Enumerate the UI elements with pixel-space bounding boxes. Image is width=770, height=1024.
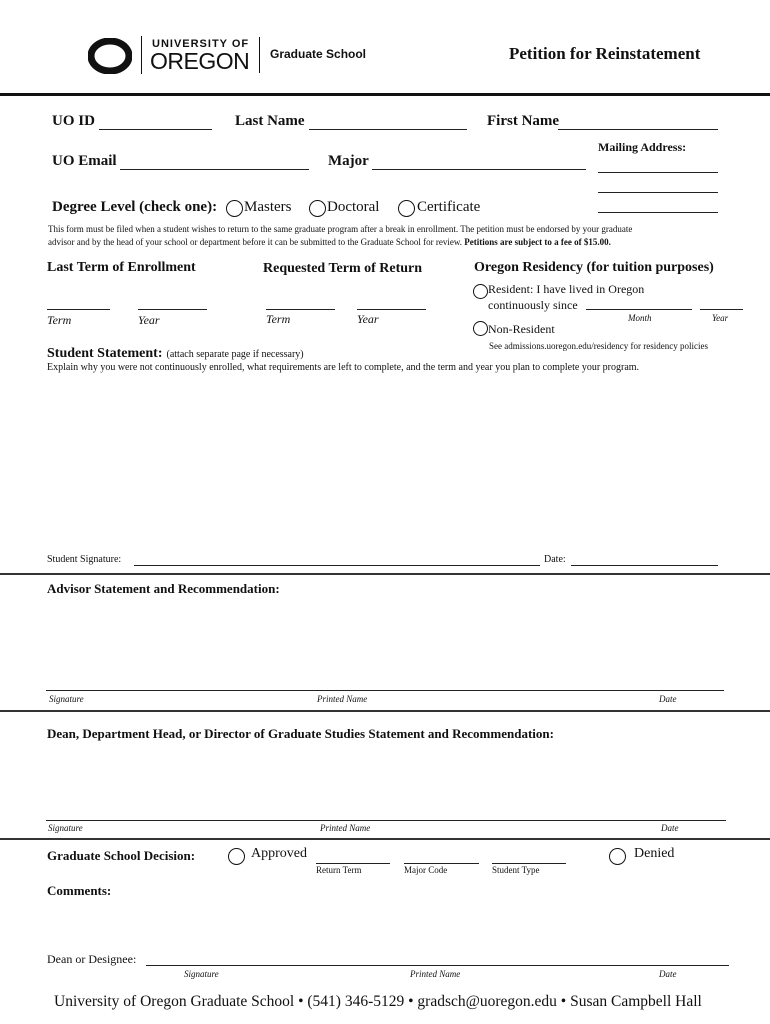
advisor-heading: Advisor Statement and Recommendation: <box>47 581 280 596</box>
last-term-field[interactable] <box>47 309 110 310</box>
student-statement-heading-row <box>47 344 304 362</box>
option-doctoral: Doctoral <box>327 199 380 215</box>
resident-month-field[interactable] <box>586 309 692 310</box>
major-field[interactable] <box>372 169 586 170</box>
instructions-line-2 <box>48 237 611 247</box>
section-divider-2 <box>0 710 770 712</box>
dean-signature-label: Signature <box>48 823 83 833</box>
uo-id-field[interactable] <box>99 129 212 130</box>
denied-label: Denied <box>634 846 675 861</box>
radio-approved[interactable] <box>228 848 245 865</box>
option-certificate: Certificate <box>417 199 481 215</box>
resident-year-field[interactable] <box>700 309 743 310</box>
designee-signature-label: Signature <box>184 969 219 979</box>
residency-heading: Oregon Residency (for tuition purposes) <box>474 260 714 275</box>
advisor-signature-label: Signature <box>49 694 84 704</box>
student-date-field[interactable] <box>571 565 718 566</box>
resident-year-label: Year <box>712 313 729 323</box>
approved-label: Approved <box>251 846 307 861</box>
instructions-line-1: This form must be filed when a student wishes to return to the same graduate program after a break in enrollment. The petition must be endorsed by your graduate <box>48 224 633 234</box>
advisor-date-label: Date <box>659 694 677 704</box>
student-statement-note: (attach separate page if necessary) <box>166 349 304 360</box>
radio-resident[interactable] <box>473 284 488 299</box>
radio-doctoral[interactable] <box>309 200 326 217</box>
mailing-address-line-2[interactable] <box>598 192 718 193</box>
uo-id-label: UO ID <box>52 113 95 129</box>
student-statement-heading: Student Statement: <box>47 346 163 361</box>
advisor-signature-line[interactable] <box>46 690 724 691</box>
major-code-label: Major Code <box>404 865 448 875</box>
degree-level-label: Degree Level (check one): <box>52 199 218 215</box>
return-term-field[interactable] <box>316 863 390 864</box>
dean-printed-name-label: Printed Name <box>320 823 371 833</box>
requested-year-label: Year <box>357 312 379 326</box>
uo-o-icon <box>88 38 132 74</box>
comments-label: Comments: <box>47 883 112 898</box>
comments-area[interactable] <box>47 902 727 947</box>
resident-month-label: Month <box>628 313 652 323</box>
requested-term-field[interactable] <box>266 309 335 310</box>
uo-email-field[interactable] <box>120 169 309 170</box>
designee-date-label: Date <box>659 969 677 979</box>
first-name-label: First Name <box>487 113 560 129</box>
fee-notice: Petitions are subject to a fee of $15.00. <box>464 237 611 247</box>
residency-policy-note: See admissions.uoregon.edu/residency for residency policies <box>489 341 708 351</box>
designee-printed-name-label: Printed Name <box>410 969 461 979</box>
footer-contact: University of Oregon Graduate School • (541) 346-5129 • gradsch@uoregon.edu • Susan Campbell Hall <box>54 993 702 1010</box>
mailing-address-line-1[interactable] <box>598 172 718 173</box>
section-divider-1 <box>0 573 770 575</box>
last-name-label: Last Name <box>235 113 305 129</box>
advisor-printed-name-label: Printed Name <box>317 694 368 704</box>
student-signature-field[interactable] <box>134 565 540 566</box>
student-statement-instructions: Explain why you were not continuously enrolled, what requirements are left to complete, and the term and year you plan to complete your program. <box>47 362 640 373</box>
resident-label: Resident: I have lived in Oregon <box>488 282 645 296</box>
radio-non-resident[interactable] <box>473 321 488 336</box>
student-statement-area[interactable] <box>47 370 727 550</box>
requested-term-heading: Requested Term of Return <box>263 261 423 276</box>
logo-divider <box>141 36 142 74</box>
last-term-heading: Last Term of Enrollment <box>47 260 196 275</box>
last-year-label: Year <box>138 313 160 327</box>
student-signature-label: Student Signature: <box>47 554 122 565</box>
first-name-field[interactable] <box>558 129 718 130</box>
major-label: Major <box>328 153 369 169</box>
radio-masters[interactable] <box>226 200 243 217</box>
logo-graduate-school: Graduate School <box>270 47 367 61</box>
section-divider-3 <box>0 838 770 840</box>
student-type-label: Student Type <box>492 865 540 875</box>
radio-certificate[interactable] <box>398 200 415 217</box>
last-name-field[interactable] <box>309 129 467 130</box>
advisor-statement-area[interactable] <box>47 600 727 685</box>
non-resident-label: Non-Resident <box>488 322 555 336</box>
dean-signature-line[interactable] <box>46 820 726 821</box>
student-type-field[interactable] <box>492 863 566 864</box>
dean-heading: Dean, Department Head, or Director of Graduate Studies Statement and Recommendation: <box>47 726 554 741</box>
dean-date-label: Date <box>661 823 679 833</box>
form-title: Petition for Reinstatement <box>509 44 701 63</box>
last-term-label: Term <box>47 313 72 327</box>
return-term-label: Return Term <box>316 865 362 875</box>
decision-heading: Graduate School Decision: <box>47 848 196 863</box>
mailing-address-line-3[interactable] <box>598 212 718 213</box>
resident-since-label: continuously since <box>488 298 578 312</box>
last-year-field[interactable] <box>138 309 207 310</box>
major-code-field[interactable] <box>404 863 479 864</box>
mailing-address-label: Mailing Address: <box>598 140 687 154</box>
student-date-label: Date: <box>544 554 566 565</box>
requested-year-field[interactable] <box>357 309 426 310</box>
radio-denied[interactable] <box>609 848 626 865</box>
logo-oregon: OREGON <box>150 48 250 74</box>
requested-term-label: Term <box>266 312 291 326</box>
designee-label: Dean or Designee: <box>47 952 137 966</box>
designee-signature-line[interactable] <box>146 965 729 966</box>
logo-university-of: UNIVERSITY OF <box>152 38 250 50</box>
logo-divider-2 <box>259 37 260 73</box>
header-rule <box>0 93 770 96</box>
instructions-line-2-text: advisor and by the head of your school or department before it can be submitted to the Graduate School for review. <box>48 237 463 247</box>
uo-email-label: UO Email <box>52 153 117 169</box>
dean-statement-area[interactable] <box>47 745 727 815</box>
option-masters: Masters <box>244 199 292 215</box>
